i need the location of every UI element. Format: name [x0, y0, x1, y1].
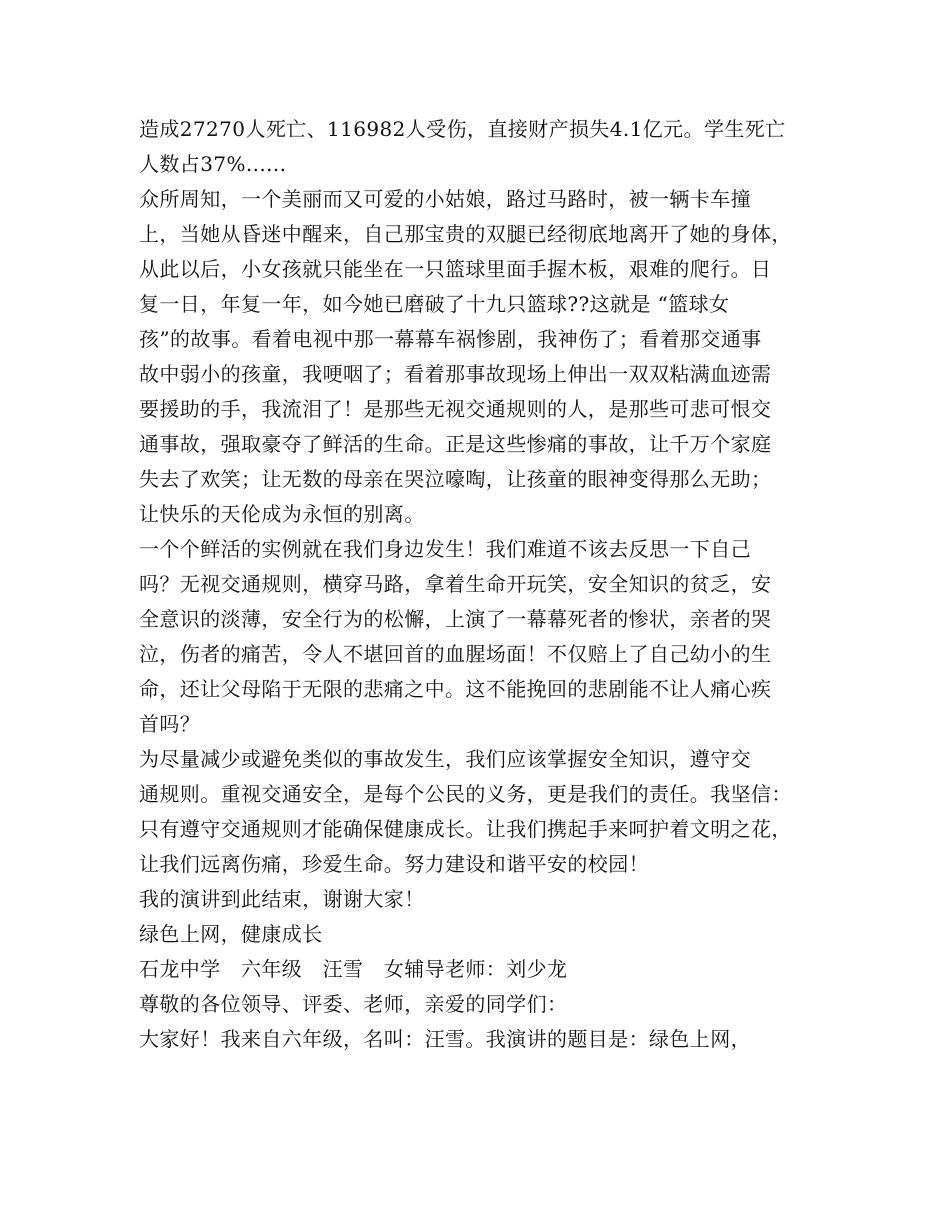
text-line: 尊敬的各位领导、评委、老师，亲爱的同学们： — [139, 992, 568, 1016]
text-line: 吗？无视交通规则，横穿马路，拿着生命开玩笑，安全知识的贫乏，安 — [139, 572, 772, 596]
text-line: 通规则。重视交通安全，是每个公民的义务，更是我们的责任。我坚信： — [139, 782, 792, 806]
text-line: 众所周知，一个美丽而又可爱的小姑娘，路过马路时，被一辆卡车撞 — [139, 187, 751, 211]
document-body — [139, 112, 819, 1057]
text-line: 石龙中学 六年级 汪雪 女辅导老师：刘少龙 — [139, 957, 568, 981]
text-line: 绿色上网，健康成长 — [139, 922, 323, 946]
text-line: 上，当她从昏迷中醒来，自己那宝贵的双腿已经彻底地离开了她的身体， — [139, 222, 792, 246]
text-line: 我的演讲到此结束，谢谢大家！ — [139, 887, 425, 911]
text-line: 泣，伤者的痛苦，令人不堪回首的血腥场面！不仅赔上了自己幼小的生 — [139, 642, 772, 666]
text-line: 全意识的淡薄，安全行为的松懈，上演了一幕幕死者的惨状，亲者的哭 — [139, 607, 772, 631]
text-line: 失去了欢笑；让无数的母亲在哭泣嚎啕，让孩童的眼神变得那么无助； — [139, 467, 772, 491]
text-line: 首吗？ — [139, 712, 201, 736]
text-line: 复一日，年复一年，如今她已磨破了十九只篮球??这就是 “篮球女 — [139, 292, 730, 316]
text-line: 只有遵守交通规则才能确保健康成长。让我们携起手来呵护着文明之花， — [139, 817, 792, 841]
text-line: 为尽量减少或避免类似的事故发生，我们应该掌握安全知识，遵守交 — [139, 747, 751, 771]
text-line: 一个个鲜活的实例就在我们身边发生！我们难道不该去反思一下自己 — [139, 537, 751, 561]
text-line: 让我们远离伤痛，珍爱生命。努力建设和谐平安的校园！ — [139, 852, 649, 876]
text-line: 从此以后，小女孩就只能坐在一只篮球里面手握木板，艰难的爬行。日 — [139, 257, 772, 281]
text-line: 让快乐的天伦成为永恒的别离。 — [139, 502, 425, 526]
text-line: 故中弱小的孩童，我哽咽了；看着那事故现场上伸出一双双粘满血迹需 — [139, 362, 772, 386]
text-line: 大家好！我来自六年级，名叫：汪雪。我演讲的题目是：绿色上网， — [139, 1027, 751, 1051]
text-line: 人数占37%...... — [139, 152, 287, 176]
text-line: 孩”的故事。看着电视中那一幕幕车祸惨剧，我神伤了；看着那交通事 — [139, 327, 762, 351]
text-line: 命，还让父母陷于无限的悲痛之中。这不能挽回的悲剧能不让人痛心疾 — [139, 677, 772, 701]
text-line: 造成27270人死亡、116982人受伤，直接财产损失4.1亿元。学生死亡 — [139, 117, 786, 141]
text-line: 要援助的手，我流泪了！是那些无视交通规则的人，是那些可悲可恨交 — [139, 397, 772, 421]
text-line: 通事故，强取豪夺了鲜活的生命。正是这些惨痛的事故，让千万个家庭 — [139, 432, 772, 456]
